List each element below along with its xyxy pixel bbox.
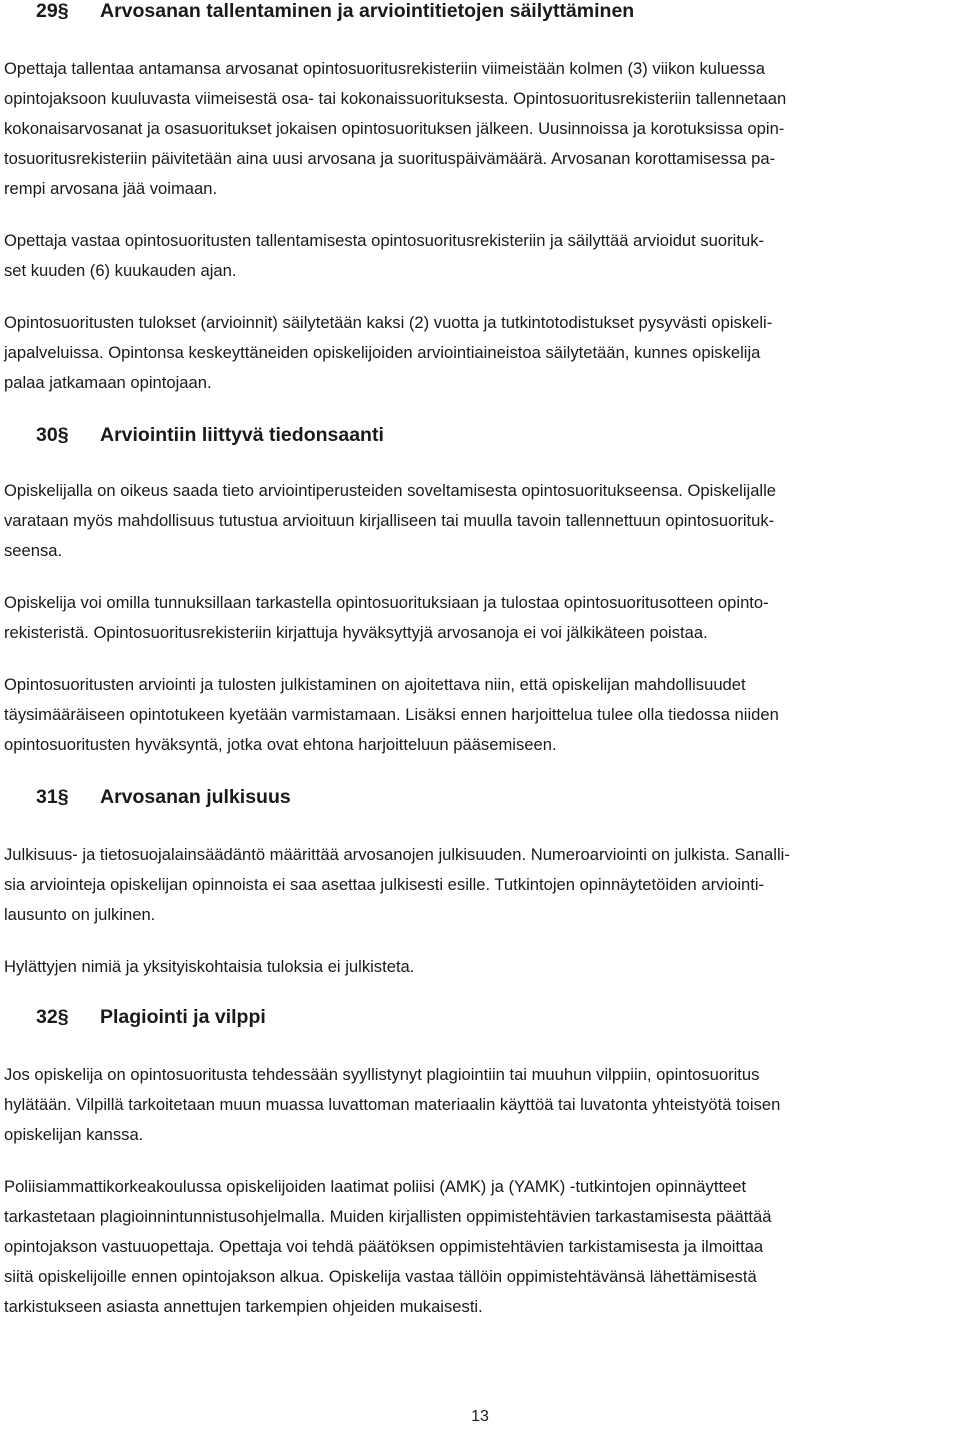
paragraph: [4, 588, 956, 648]
text-line: Julkisuus- ja tietosuojalainsäädäntö määrittää arvosanojen julkisuuden. Numeroarviointi on julkista. Sanalli-: [4, 845, 790, 864]
paragraph: [4, 670, 956, 760]
text-line: Opintosuoritusten arviointi ja tulosten julkistaminen on ajoitettava niin, että opiskelijan mahdollisuudet: [4, 675, 746, 694]
text-line: kokonaisarvosanat ja osasuoritukset jokaisen opintosuorituksen jälkeen. Uusinnoissa ja korotuksissa opin-: [4, 119, 785, 138]
text-line: japalveluissa. Opintonsa keskeyttäneiden opiskelijoiden arviointiaineistoa säilytetään, kunnes opiskelija: [4, 343, 761, 362]
text-line: Opiskelijalla on oikeus saada tieto arviointiperusteiden soveltamisesta opintosuoritukseensa. Opiskelijalle: [4, 481, 777, 500]
paragraph: [4, 476, 956, 566]
text-line: siitä opiskelijoille ennen opintojakson alkua. Opiskelija vastaa tällöin oppimistehtävänsä lähettämisestä: [4, 1267, 757, 1286]
text-line: sia arviointeja opiskelijan opinnoista ei saa asettaa julkisesti esille. Tutkintojen opinnäytetöiden arviointi-: [4, 875, 765, 894]
text-line: tarkastetaan plagioinnintunnistusohjelmalla. Muiden kirjallisten oppimistehtävien tarkastamisesta päättää: [4, 1207, 772, 1226]
section-title: Arviointiin liittyvä tiedonsaanti: [100, 424, 384, 446]
paragraph: [4, 308, 956, 398]
text-line: hylätään. Vilpillä tarkoitetaan muun muassa luvattoman materiaalin käyttöä tai luvatonta yhteistyötä toisen: [4, 1095, 781, 1114]
paragraph: [4, 840, 956, 930]
text-line: Opettaja tallentaa antamansa arvosanat opintosuoritusrekisteriin viimeistään kolmen (3) viikon kuluessa: [4, 59, 765, 78]
paragraph: [4, 1060, 956, 1150]
text-line: Hylättyjen nimiä ja yksityiskohtaisia tuloksia ei julkisteta.: [4, 957, 415, 976]
text-line: täysimääräiseen opintotukeen kyetään varmistamaan. Lisäksi ennen harjoittelua tulee olla tiedossa niiden: [4, 705, 779, 724]
text-line: varataan myös mahdollisuus tutustua arvioituun kirjalliseen tai muulla tavoin tallennettuun opintosuorituk-: [4, 511, 775, 530]
paragraph: [4, 1172, 956, 1322]
text-line: set kuuden (6) kuukauden ajan.: [4, 261, 237, 280]
text-line: opintosuoritusten hyväksyntä, jotka ovat ehtona harjoitteluun pääsemiseen.: [4, 735, 557, 754]
text-line: opiskelijan kanssa.: [4, 1125, 144, 1144]
section-number: 30§: [36, 424, 69, 446]
section-heading-32: [4, 1006, 266, 1029]
section-heading-31: [4, 786, 291, 809]
text-line: rekisteristä. Opintosuoritusrekisteriin kirjattuja hyväksyttyjä arvosanoja ei voi jälkikäteen poistaa.: [4, 623, 708, 642]
page-number: 13: [471, 1408, 489, 1425]
text-line: Opintosuoritusten tulokset (arvioinnit) säilytetään kaksi (2) vuotta ja tutkintotodistukset pysyvästi opiskeli-: [4, 313, 773, 332]
section-heading-29: [4, 0, 634, 23]
section-number: 31§: [36, 786, 69, 808]
text-line: tarkistukseen asiasta annettujen tarkempien ohjeiden mukaisesti.: [4, 1297, 483, 1316]
text-line: Jos opiskelija on opintosuoritusta tehdessään syyllistynyt plagiointiin tai muuhun vilppiin, opintosuoritus: [4, 1065, 760, 1084]
text-line: palaa jatkamaan opintojaan.: [4, 373, 212, 392]
text-line: opintojaksoon kuuluvasta viimeisestä osa- tai kokonaissuorituksesta. Opintosuoritusrekisteriin tallennetaan: [4, 89, 787, 108]
paragraph: [4, 54, 956, 204]
text-line: rempi arvosana jää voimaan.: [4, 179, 218, 198]
section-number: 29§: [36, 0, 69, 22]
paragraph: [4, 952, 956, 982]
text-line: seensa.: [4, 541, 63, 560]
text-line: Opettaja vastaa opintosuoritusten tallentamisesta opintosuoritusrekisteriin ja säilyttää arvioidut suorituk-: [4, 231, 765, 250]
text-line: Opiskelija voi omilla tunnuksillaan tarkastella opintosuorituksiaan ja tulostaa opintosuoritusotteen opinto-: [4, 593, 769, 612]
text-line: opintojakson vastuuopettaja. Opettaja voi tehdä päätöksen oppimistehtävien tarkistamisesta ja ilmoittaa: [4, 1237, 764, 1256]
section-title: Arvosanan julkisuus: [100, 786, 291, 808]
text-line: lausunto on julkinen.: [4, 905, 156, 924]
text-line: tosuoritusrekisteriin päivitetään aina uusi arvosana ja suorituspäivämäärä. Arvosanan korottamisessa pa-: [4, 149, 776, 168]
text-line: Poliisiammattikorkeakoulussa opiskelijoiden laatimat poliisi (AMK) ja (YAMK) -tutkintojen opinnäytteet: [4, 1177, 747, 1196]
section-heading-30: [4, 424, 384, 447]
section-number: 32§: [36, 1006, 69, 1028]
section-title: Arvosanan tallentaminen ja arviointitietojen säilyttäminen: [100, 0, 635, 22]
section-title: Plagiointi ja vilppi: [100, 1006, 266, 1028]
paragraph: [4, 226, 956, 286]
